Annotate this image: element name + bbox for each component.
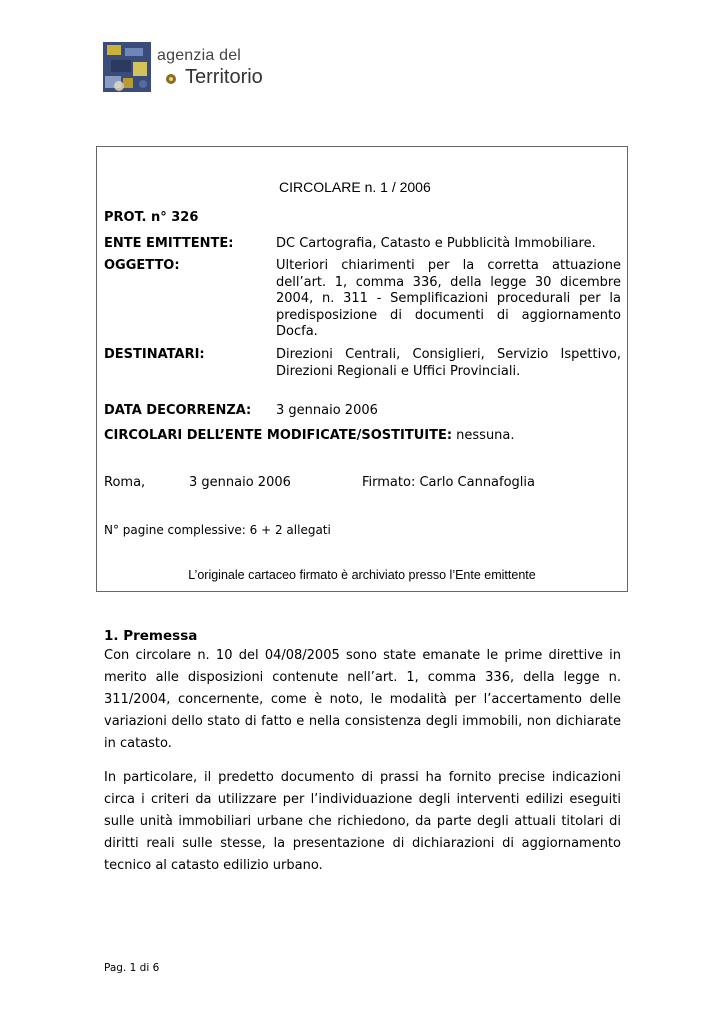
ente-value: DC Cartografia, Catasto e Pubblicità Immobiliare. bbox=[276, 236, 596, 251]
oggetto-label: OGGETTO: bbox=[104, 258, 180, 273]
oggetto-value: Ulteriori chiarimenti per la corretta attuazione dell’art. 1, comma 336, della legge 30 dicembre 2004, n. 311 - Semplificazioni procedurali per la predisposizione di documenti di aggiornamento Docfa. bbox=[276, 258, 621, 339]
signed-by: Firmato: Carlo Cannafoglia bbox=[362, 475, 535, 490]
agency-logo bbox=[103, 42, 273, 94]
logo-map-image bbox=[103, 42, 151, 92]
archive-note: L’originale cartaceo firmato è archiviato presso l’Ente emittente bbox=[188, 568, 536, 582]
logo-text-line2: Territorio bbox=[185, 66, 263, 88]
ente-label: ENTE EMITTENTE: bbox=[104, 236, 234, 251]
circolari-value: nessuna. bbox=[452, 428, 515, 443]
sign-date: 3 gennaio 2006 bbox=[189, 475, 291, 490]
prot-number: PROT. n° 326 bbox=[104, 210, 199, 225]
destinatari-label: DESTINATARI: bbox=[104, 347, 205, 362]
decorrenza-label: DATA DECORRENZA: bbox=[104, 403, 252, 418]
logo-ornament-icon bbox=[165, 73, 177, 85]
decorrenza-value: 3 gennaio 2006 bbox=[276, 403, 378, 418]
paragraph-2: In particolare, il predetto documento di prassi ha fornito precise indicazioni circa i criteri da utilizzare per l’individuazione degli interventi edilizi eseguiti sulle unità immobiliari urbane che richiedono, da parte degli attuali titolari di diritti reali sulle stesse, la presentazione di dichiarazioni di aggiornamento tecnico al catasto edilizio urbano. bbox=[104, 770, 621, 873]
sign-place: Roma, bbox=[104, 475, 146, 490]
circolari-modificate bbox=[104, 428, 515, 443]
page-number: Pag. 1 di 6 bbox=[104, 962, 160, 974]
circolari-label: CIRCOLARI DELL’ENTE MODIFICATE/SOSTITUITE: bbox=[104, 428, 453, 443]
destinatari-value: Direzioni Centrali, Consiglieri, Servizio Ispettivo, Direzioni Regionali e Uffici Provinciali. bbox=[276, 347, 621, 379]
paragraph-1: Con circolare n. 10 del 04/08/2005 sono state emanate le prime direttive in merito alle disposizioni contenute nell’art. 1, comma 336, della legge n. 311/2004, concernente, come è noto, le modalità per l’accertamento delle variazioni dello stato di fatto e nella consistenza degli immobili, non dichiarate in catasto. bbox=[104, 648, 621, 751]
pages-count: N° pagine complessive: 6 + 2 allegati bbox=[104, 523, 331, 537]
section-title-premessa: 1. Premessa bbox=[104, 628, 198, 644]
logo-text-line1: agenzia del bbox=[157, 47, 242, 64]
circolare-title: CIRCOLARE n. 1 / 2006 bbox=[279, 179, 431, 195]
